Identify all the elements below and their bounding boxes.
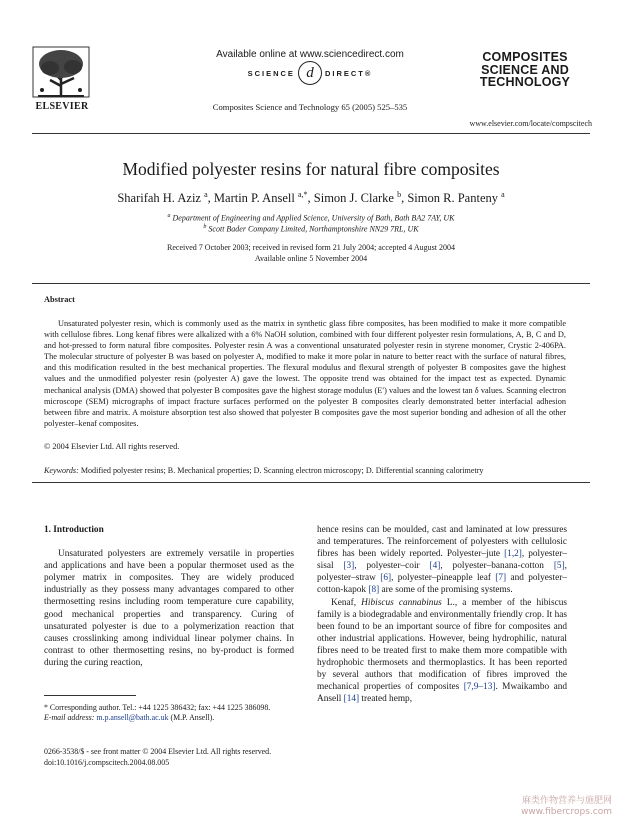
- available-online-date: Available online 5 November 2004: [254, 254, 368, 263]
- author-sup: a: [501, 190, 505, 199]
- author-list: Sharifah H. Aziz $^a$, Martin P. Ansell $^{a,*}$, Simon J. Clarke $^b$, Simon R. Panteny $^a$: [117, 190, 505, 206]
- received-dates: Received 7 October 2003; received in revised form 21 July 2004; accepted 4 August 2004: [167, 243, 455, 252]
- author-name: Martin P. Ansell: [213, 191, 295, 206]
- email-suffix: (M.P. Ansell).: [168, 713, 215, 723]
- elsevier-tree-logo-icon: [32, 46, 90, 98]
- journal-name-line: SCIENCE AND: [481, 62, 569, 77]
- citation-link[interactable]: [5]: [553, 561, 565, 572]
- intro-paragraph: Unsaturated polyesters are extremely versatile in properties and applications and have been a popular thermoset used as the polymer matrix in composites. They are widely produced industrially as they possess many advantages compared to other thermosetting resins including room temperature cure capability, good mechanical properties and transparency. Curing of unsaturated polyester is due to a polymerization reaction that causes crosslinking among individual linear polymer chains. In contrast to other thermosetting resins, no by-product is formed during the curing reaction,: [44, 549, 294, 668]
- body-paragraph: hence resins can be moulded, cast and laminated at low pressures and temperatures. The reinforcement of polyesters with cellulosic fibres has been widely reported. Polyester–jute [1,2], polyester–sisal [3], polyester–coir [4], polyester–banana-cotton [5], polyester–straw [6], polyester–pineapple leaf [7] and polyester–cotton-kapok [8] are some of the promising systems.: [317, 525, 567, 596]
- author-sup: a: [204, 190, 208, 199]
- sd-logo-right: DIRECT®: [324, 68, 373, 78]
- affiliation-sup: b: [203, 224, 207, 230]
- affiliation: [32, 213, 590, 223]
- header-divider: [32, 133, 590, 134]
- sciencedirect-logo: [210, 62, 410, 84]
- citation-link[interactable]: [14]: [343, 694, 360, 705]
- issn-line: 0266-3538/$ - see front matter © 2004 Elsevier Ltd. All rights reserved.: [44, 747, 272, 756]
- keywords: [44, 466, 584, 475]
- journal-reference: Composites Science and Technology 65 (2005) 525–535: [212, 102, 408, 112]
- citation-link[interactable]: [4]: [429, 561, 441, 572]
- keywords-text: Modified polyester resins; B. Mechanical properties; D. Scanning electron microscopy; D. Differential scanning calorimetry: [80, 466, 484, 475]
- citation-link[interactable]: [7]: [495, 573, 507, 584]
- citation-link[interactable]: [1,2]: [504, 549, 522, 560]
- affiliation: [32, 224, 590, 234]
- availability-line: Available online at www.sciencedirect.com: [216, 49, 404, 60]
- journal-name: [460, 51, 590, 89]
- author-name: Simon R. Panteny: [407, 191, 498, 206]
- citation-link[interactable]: [6]: [380, 573, 392, 584]
- publisher-name: ELSEVIER: [35, 101, 89, 112]
- abstract-copyright: © 2004 Elsevier Ltd. All rights reserved.: [44, 442, 180, 451]
- right-column: [317, 524, 567, 705]
- affiliation-text: Scott Bader Company Limited, Northamptonshire NN29 7RL, UK: [208, 224, 419, 234]
- email-label: E-mail address:: [44, 713, 95, 723]
- footnote: [44, 703, 294, 723]
- journal-name-line: COMPOSITES: [482, 50, 568, 64]
- corresponding-author: * Corresponding author. Tel.: +44 1225 386432; fax: +44 1225 386098.: [44, 703, 271, 712]
- keywords-divider: [32, 482, 590, 483]
- citation-link[interactable]: [7,9–13]: [463, 682, 496, 693]
- abstract-text: Unsaturated polyester resin, which is commonly used as the matrix in synthetic glass fibre composites, has been modified to make it more compatible with cellulose fibres. Long kenaf fibres were alkalized with a 6% NaOH solution, combined with four different polyester resin formulations, A, B, C and D, and hot-pressed to form natural fibre composites. Polyester resin A was a conventional unsaturated polyester resin in styrene monomer, Crystic 2-406PA. The molecular structure of polyester B was based on polyester A, modified to make it more polar in nature to better react with the surface of natural fibres, and this modification resulted in the best mechanical properties. The flexural modulus and flexural strength of polyester B composites gave the highest values and the unmodified polyester resin (polyester A) gave the lowest. The opposite trend was obtained for the impact test as expected. Dynamic mechanical analysis (DMA) showed that polyester B composites gave the highest storage modulus (E′) values and the lowest tan δ values. Scanning electron microscope (SEM) micrographs of impact fracture surfaces performed on the polyester B composites clearly demonstrated better interfacial adhesion between fibre and matrix. A moisture absorption test also showed that polyester B composites gave the most superior bonding and adhesion of all the other polyester–kenaf composites.: [44, 319, 566, 428]
- body-paragraph: Kenaf, Hibiscus cannabinus L., a member of the hibiscus family is a biodegradable and environmentally friendly crop. It has been found to be an important source of fibre for composites and other industrial applications. However, being hydrophilic, natural fibres need to be treated first to make them more compatible with hydrophobic thermosets and thermoplastics. It has been reported by several authors that modification of fibres improved the mechanical properties of composites [7,9–13]. Mwaikambo and Ansell [14] treated hemp,: [317, 597, 567, 705]
- doi-line: doi:10.1016/j.compscitech.2004.08.005: [44, 758, 170, 767]
- email-link[interactable]: m.p.ansell@bath.ac.uk: [96, 713, 169, 723]
- species-name: Hibiscus cannabinus: [361, 597, 442, 608]
- journal-url-link[interactable]: www.elsevier.com/locate/compscitech: [469, 119, 592, 128]
- author-name: Simon J. Clarke: [313, 191, 394, 206]
- sd-logo-left: SCIENCE: [247, 68, 295, 78]
- keywords-label: Keywords:: [44, 466, 79, 475]
- section-heading: 1. Introduction: [44, 525, 104, 535]
- author-name: Sharifah H. Aziz: [117, 191, 201, 206]
- left-column: [44, 524, 294, 669]
- abstract-heading: Abstract: [44, 295, 75, 304]
- affiliation-sup: a: [167, 213, 171, 219]
- email-line: [44, 713, 294, 723]
- sd-mark-icon: d: [298, 61, 322, 85]
- site-watermark: [490, 796, 612, 818]
- affiliation-text: Department of Engineering and Applied Science, University of Bath, Bath BA2 7AY, UK: [172, 213, 455, 223]
- footnote-divider: [44, 695, 136, 696]
- watermark-line: 麻类作物营养与施肥网: [521, 796, 612, 806]
- author-sup: b: [397, 190, 402, 199]
- article-title: Modified polyester resins for natural fibre composites: [122, 159, 500, 179]
- watermark-line: www.fibercrops.com: [521, 807, 612, 817]
- journal-name-line: TECHNOLOGY: [479, 75, 571, 89]
- abstract-divider: [32, 283, 590, 284]
- citation-link[interactable]: [8]: [368, 585, 380, 596]
- citation-link[interactable]: [3]: [343, 561, 355, 572]
- author-sup: a,*: [297, 190, 308, 199]
